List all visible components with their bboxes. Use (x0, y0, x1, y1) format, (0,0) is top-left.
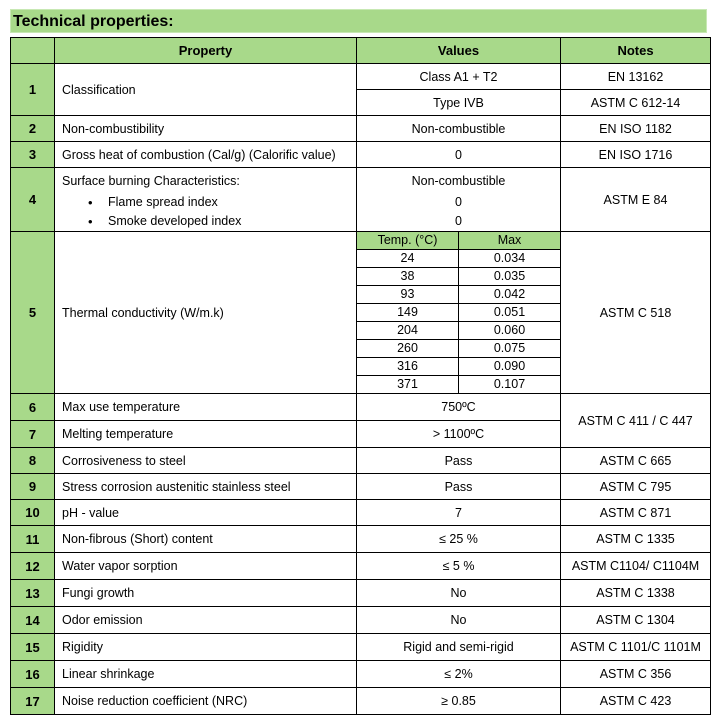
table-row (11, 553, 711, 580)
thermal-conductivity-table (357, 232, 560, 393)
row-number: 10 (11, 500, 55, 526)
value-cell: Rigid and semi-rigid (357, 634, 561, 661)
row-number: 8 (11, 448, 55, 474)
table-row (11, 500, 711, 526)
row-number: 12 (11, 553, 55, 580)
row-number: 13 (11, 580, 55, 607)
header-notes: Notes (561, 38, 711, 64)
note-cell: EN 13162 (561, 64, 711, 90)
table-row (11, 607, 711, 634)
table-row (357, 286, 560, 304)
temp-header: Temp. (°C) (357, 232, 459, 250)
row-number: 6 (11, 394, 55, 421)
row-number: 9 (11, 474, 55, 500)
max-cell: 0.107 (459, 376, 561, 394)
property-cell (55, 168, 357, 232)
value-cell: Non-combustible (357, 116, 561, 142)
note-cell: ASTM C 1101/C 1101M (561, 634, 711, 661)
temp-cell: 204 (357, 322, 459, 340)
table-row (357, 304, 560, 322)
note-cell: ASTM C 665 (561, 448, 711, 474)
note-cell: ASTM C 423 (561, 688, 711, 715)
table-row (11, 474, 711, 500)
property-cell: Thermal conductivity (W/m.k) (55, 232, 357, 394)
header-values: Values (357, 38, 561, 64)
note-cell: ASTM C1104/ C1104M (561, 553, 711, 580)
temp-cell: 371 (357, 376, 459, 394)
property-cell: Melting temperature (55, 421, 357, 448)
table-row (11, 661, 711, 688)
value-cell: Type IVB (357, 90, 561, 116)
property-cell: Corrosiveness to steel (55, 448, 357, 474)
note-cell: ASTM C 871 (561, 500, 711, 526)
value-cell: No (357, 580, 561, 607)
temp-cell: 149 (357, 304, 459, 322)
property-cell: Max use temperature (55, 394, 357, 421)
table-row (11, 580, 711, 607)
value-cell: Class A1 + T2 (357, 64, 561, 90)
property-cell: Water vapor sorption (55, 553, 357, 580)
table-header-row (11, 38, 711, 64)
max-header: Max (459, 232, 561, 250)
value-cell: ≤ 25 % (357, 526, 561, 553)
table-row (11, 232, 711, 394)
temp-cell: 93 (357, 286, 459, 304)
note-cell: EN ISO 1716 (561, 142, 711, 168)
value-cell: 7 (357, 500, 561, 526)
table-row (11, 688, 711, 715)
table-row (11, 64, 711, 90)
table-row (357, 340, 560, 358)
value-cell: 0 (357, 142, 561, 168)
row-number: 14 (11, 607, 55, 634)
row-number: 4 (11, 168, 55, 232)
property-cell: Non-combustibility (55, 116, 357, 142)
table-row (357, 268, 560, 286)
table-row (11, 634, 711, 661)
row-number: 7 (11, 421, 55, 448)
max-cell: 0.035 (459, 268, 561, 286)
temp-cell: 260 (357, 340, 459, 358)
table-row (11, 168, 711, 232)
list-item: • Smoke developed index (88, 212, 356, 231)
note-cell: ASTM C 795 (561, 474, 711, 500)
value-line: Non-combustible (411, 173, 506, 188)
row-number: 15 (11, 634, 55, 661)
row-number: 1 (11, 64, 55, 116)
row-number: 11 (11, 526, 55, 553)
note-cell: ASTM C 612-14 (561, 90, 711, 116)
table-row (11, 526, 711, 553)
max-cell: 0.034 (459, 250, 561, 268)
note-cell: ASTM C 1338 (561, 580, 711, 607)
value-cell: ≤ 5 % (357, 553, 561, 580)
max-cell: 0.090 (459, 358, 561, 376)
value-cell: Pass (357, 448, 561, 474)
temp-cell: 24 (357, 250, 459, 268)
max-cell: 0.075 (459, 340, 561, 358)
technical-properties-table (10, 37, 711, 715)
table-row (357, 358, 560, 376)
property-cell: Rigidity (55, 634, 357, 661)
note-cell: ASTM C 1304 (561, 607, 711, 634)
property-cell: pH - value (55, 500, 357, 526)
row-number: 16 (11, 661, 55, 688)
value-cell (357, 232, 561, 394)
note-cell: ASTM C 356 (561, 661, 711, 688)
row-number: 5 (11, 232, 55, 394)
row-number: 3 (11, 142, 55, 168)
row-number: 17 (11, 688, 55, 715)
value-line: 0 (455, 194, 462, 209)
table-row (11, 448, 711, 474)
max-cell: 0.051 (459, 304, 561, 322)
temp-cell: 316 (357, 358, 459, 376)
table-row (11, 394, 711, 421)
table-row (357, 250, 560, 268)
note-cell: ASTM C 518 (561, 232, 711, 394)
note-cell: EN ISO 1182 (561, 116, 711, 142)
header-number (11, 38, 55, 64)
property-cell: Classification (55, 64, 357, 116)
table-row (11, 116, 711, 142)
value-cell: > 1100ºC (357, 421, 561, 448)
list-item: • Flame spread index (88, 193, 356, 212)
section-heading: Technical properties: (10, 9, 707, 33)
note-cell: ASTM C 1335 (561, 526, 711, 553)
table-row (357, 376, 560, 394)
value-cell: ≤ 2% (357, 661, 561, 688)
table-row (11, 142, 711, 168)
value-line: 0 (455, 213, 462, 228)
value-cell (357, 168, 561, 232)
table-row (357, 322, 560, 340)
value-cell: ≥ 0.85 (357, 688, 561, 715)
property-cell: Stress corrosion austenitic stainless steel (55, 474, 357, 500)
property-cell: Non-fibrous (Short) content (55, 526, 357, 553)
note-cell: ASTM E 84 (561, 168, 711, 232)
property-cell: Noise reduction coefficient (NRC) (55, 688, 357, 715)
max-cell: 0.042 (459, 286, 561, 304)
row-number: 2 (11, 116, 55, 142)
note-cell: ASTM C 411 / C 447 (561, 394, 711, 448)
max-cell: 0.060 (459, 322, 561, 340)
header-property: Property (55, 38, 357, 64)
value-cell: No (357, 607, 561, 634)
surface-burning-list (62, 193, 356, 231)
property-cell: Linear shrinkage (55, 661, 357, 688)
property-cell: Gross heat of combustion (Cal/g) (Calorific value) (55, 142, 357, 168)
value-cell: Pass (357, 474, 561, 500)
property-cell: Odor emission (55, 607, 357, 634)
table-header-row (357, 232, 560, 250)
value-cell: 750ºC (357, 394, 561, 421)
property-cell: Fungi growth (55, 580, 357, 607)
surface-burning-title: Surface burning Characteristics: (62, 173, 240, 188)
temp-cell: 38 (357, 268, 459, 286)
